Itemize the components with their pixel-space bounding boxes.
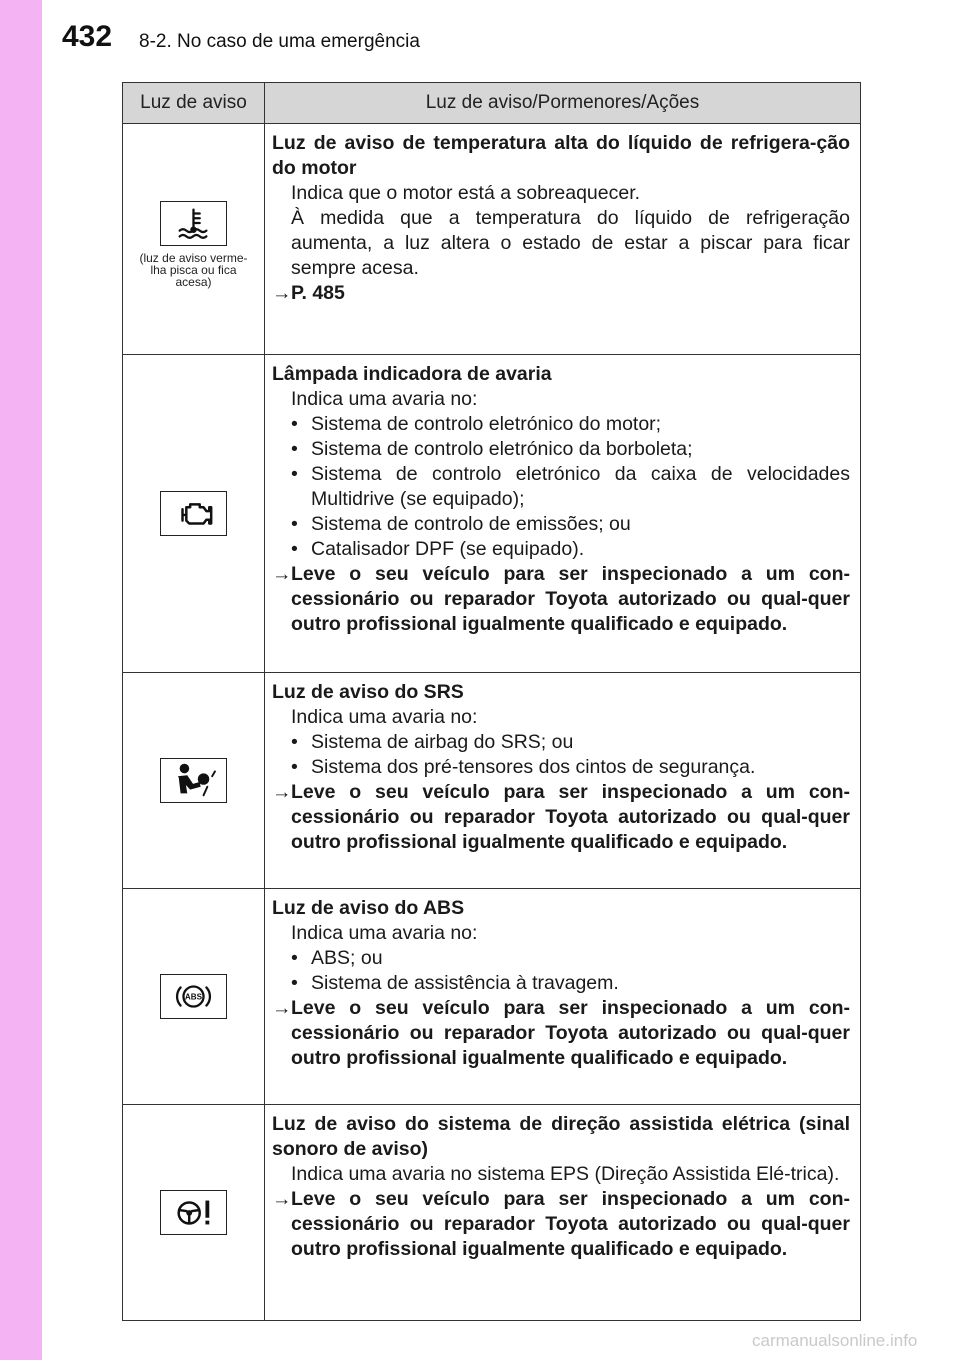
icon-caption: (luz de aviso verme-lha pisca ou fica acesa) — [139, 250, 248, 289]
list-item: • Sistema de controlo eletrónico da borboleta; — [291, 438, 693, 460]
table-row — [123, 124, 861, 355]
section-title: 8-2. No caso de uma emergência — [139, 31, 420, 52]
icon-cell — [123, 673, 265, 889]
description-cell — [265, 1105, 861, 1321]
list-item: • ABS; ou — [291, 947, 383, 969]
icon-cell — [123, 889, 265, 1105]
icon-cell — [123, 124, 265, 355]
arrow-icon: → — [272, 997, 292, 1019]
abs-icon — [160, 974, 227, 1019]
check-engine-icon — [160, 491, 227, 536]
action-text: → Leve o seu veículo para ser inspecionado a um con-cessionário ou reparador Toyota autorizado ou qual-quer outro profissional igualmente qualificado e equipado. — [272, 1188, 850, 1260]
arrow-icon: → — [272, 781, 292, 803]
description-line: Indica uma avaria no: — [291, 922, 478, 944]
margin-strip — [0, 0, 42, 1360]
warning-lights-table — [122, 82, 861, 1321]
description-cell — [265, 673, 861, 889]
table-row — [123, 355, 861, 673]
page-link[interactable]: P. 485 — [291, 282, 345, 304]
table-row — [123, 1105, 861, 1321]
arrow-icon: → — [272, 282, 292, 304]
col-header-details: Luz de aviso/Pormenores/Ações — [265, 83, 861, 124]
list-item: • Sistema de controlo eletrónico da caixa de velocidades Multidrive (se equipado); — [291, 463, 850, 510]
eps-steering-icon — [160, 1190, 227, 1235]
row-title: Luz de aviso do SRS — [272, 681, 464, 703]
col-header-light: Luz de aviso — [123, 83, 265, 124]
description-line: À medida que a temperatura do líquido de refrigeração aumenta, a luz altera o estado de estar a piscar para ficar sempre acesa. — [291, 207, 850, 279]
srs-airbag-icon — [160, 758, 227, 803]
table-row — [123, 673, 861, 889]
list-item: • Catalisador DPF (se equipado). — [291, 538, 585, 560]
page-number: 432 — [62, 20, 113, 53]
description-line: Indica uma avaria no sistema EPS (Direção Assistida Elé-trica). — [291, 1163, 840, 1185]
arrow-icon: → — [272, 563, 292, 585]
icon-cell — [123, 1105, 265, 1321]
description-cell — [265, 355, 861, 673]
row-title: Luz de aviso de temperatura alta do líquido de refrigera-ção do motor — [272, 132, 850, 179]
description-line: Indica uma avaria no: — [291, 388, 478, 410]
list-item: • Sistema de assistência à travagem. — [291, 972, 619, 994]
action-text: → Leve o seu veículo para ser inspecionado a um con-cessionário ou reparador Toyota autorizado ou qual-quer outro profissional igualmente qualificado e equipado. — [272, 563, 850, 635]
list-item: • Sistema de controlo eletrónico do motor; — [291, 413, 662, 435]
description-line: Indica uma avaria no: — [291, 706, 478, 728]
coolant-temperature-icon — [160, 201, 227, 246]
watermark: carmanualsonline.info — [752, 1331, 918, 1350]
abs-icon-label: ABS — [184, 992, 203, 1002]
icon-cell — [123, 355, 265, 673]
action-text: → Leve o seu veículo para ser inspecionado a um con-cessionário ou reparador Toyota autorizado ou qual-quer outro profissional igualmente qualificado e equipado. — [272, 781, 850, 853]
table-header-row — [123, 83, 861, 124]
action-text: → Leve o seu veículo para ser inspecionado a um con-cessionário ou reparador Toyota autorizado ou qual-quer outro profissional igualmente qualificado e equipado. — [272, 997, 850, 1069]
list-item: • Sistema dos pré-tensores dos cintos de segurança. — [291, 756, 756, 778]
list-item: • Sistema de controlo de emissões; ou — [291, 513, 631, 535]
row-title: Luz de aviso do ABS — [272, 897, 465, 919]
table-row — [123, 889, 861, 1105]
action-reference — [272, 281, 850, 306]
description-line: Indica que o motor está a sobreaquecer. — [291, 182, 641, 204]
description-cell — [265, 124, 861, 355]
row-title: Lâmpada indicadora de avaria — [272, 363, 552, 385]
row-title: Luz de aviso do sistema de direção assistida elétrica (sinal sonoro de aviso) — [272, 1113, 850, 1160]
description-cell — [265, 889, 861, 1105]
list-item: • Sistema de airbag do SRS; ou — [291, 731, 574, 753]
arrow-icon: → — [272, 1188, 292, 1210]
